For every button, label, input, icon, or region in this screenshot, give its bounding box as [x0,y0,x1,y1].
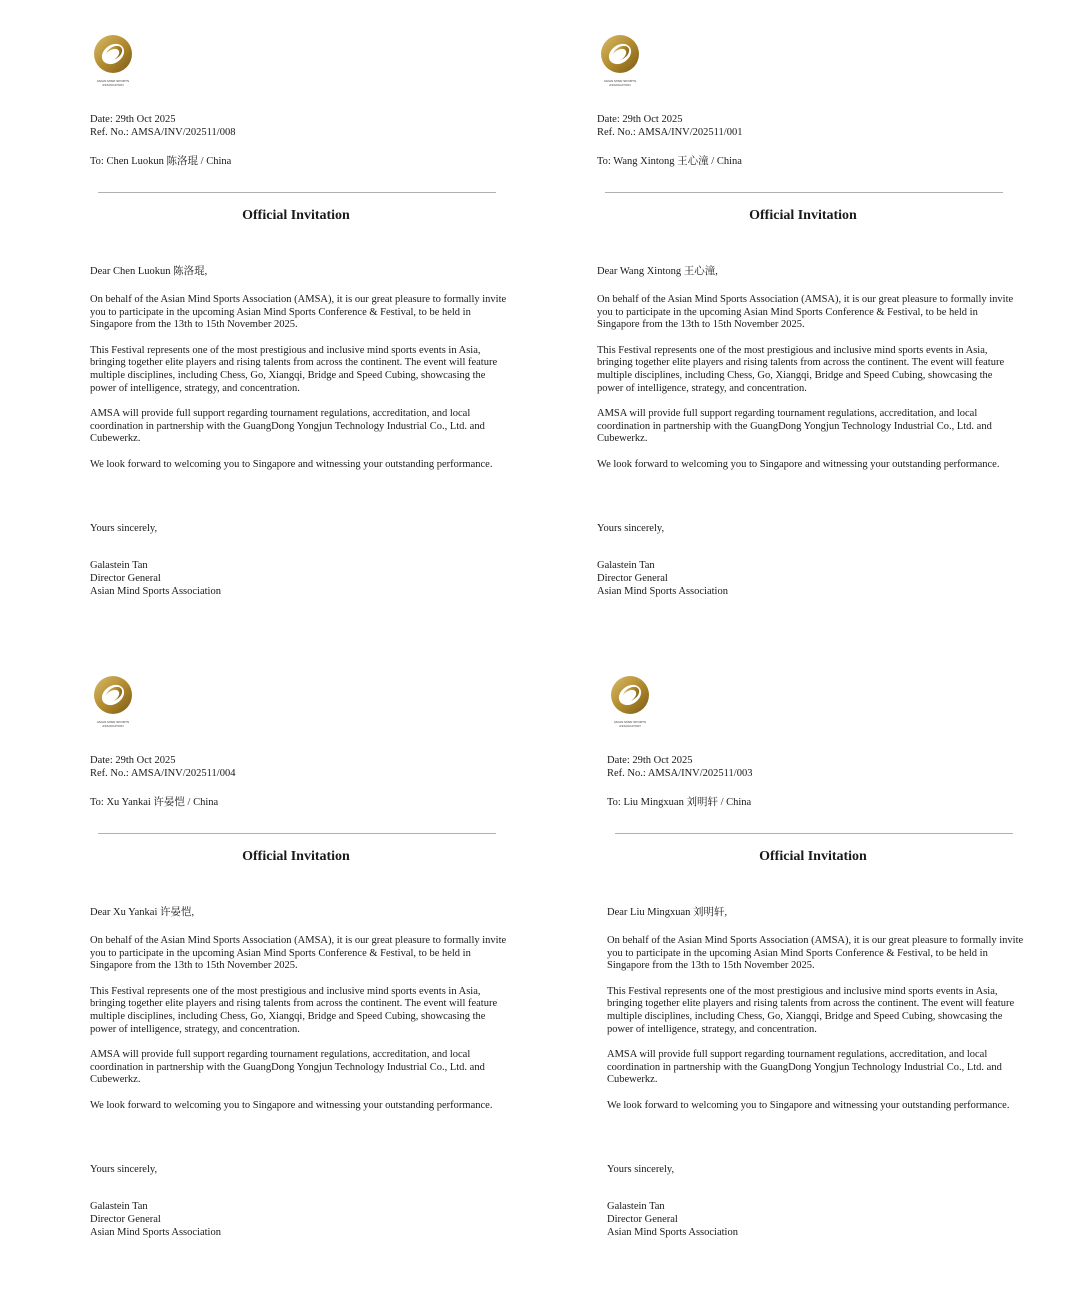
invitation-letter-3 [90,674,510,1294]
signer-name: Galastein Tan [90,560,148,571]
paragraph-4: We look forward to welcoming you to Singapore and witnessing your outstanding performance. [597,458,1000,470]
salutation: Dear Xu Yankai 许晏恺, [90,907,195,918]
paragraph-4: We look forward to welcoming you to Singapore and witnessing your outstanding performance. [607,1099,1010,1111]
signer-org: Asian Mind Sports Association [597,585,728,597]
recipient-line: To: Chen Luokun 陈洛琨 / China [90,156,232,167]
date-line: Date: 29th Oct 2025 [607,755,693,766]
paragraph-1: On behalf of the Asian Mind Sports Association (AMSA), it is our great pleasure to formally invite you to participate in the upcoming Asian Mind Sports Conference & Festival, to be held in Singapore from the 13th to 15th November 2025. [90,935,507,972]
closing: Yours sincerely, [607,1164,675,1175]
signature-block [90,560,221,598]
recipient-line: To: Xu Yankai 许晏恺 / China [90,797,219,808]
logo-wordmark: ASIAN MIND SPORTS ASSOCIATION [96,79,130,87]
letter-heading: Official Invitation [749,208,857,223]
ref-line: Ref. No.: AMSA/INV/202511/008 [90,127,236,138]
signature-block [90,1201,221,1239]
date-line: Date: 29th Oct 2025 [597,114,683,125]
paragraph-3: AMSA will provide full support regarding tournament regulations, accreditation, and local coordination in partnership with the GuangDong Yongjun Technology Industrial Co., Ltd. and Cubewerkz. [90,1048,485,1086]
paragraph-3: AMSA will provide full support regarding tournament regulations, accreditation, and local coordination in partnership with the GuangDong Yongjun Technology Industrial Co., Ltd. and Cubewerkz. [607,1048,1002,1086]
signer-name: Galastein Tan [597,560,655,571]
salutation: Dear Chen Luokun 陈洛琨, [90,266,208,277]
recipient-line: To: Wang Xintong 王心潼 / China [597,156,742,167]
paragraph-4: We look forward to welcoming you to Singapore and witnessing your outstanding performance. [90,1099,493,1111]
letter-meta [607,754,752,780]
ref-line: Ref. No.: AMSA/INV/202511/004 [90,768,236,779]
divider [615,833,1013,834]
closing: Yours sincerely, [90,1164,158,1175]
letter-heading: Official Invitation [242,208,350,223]
signer-title: Director General [597,572,668,584]
signer-org: Asian Mind Sports Association [90,585,221,597]
amsa-logo [90,674,136,730]
paragraph-2: This Festival represents one of the most prestigious and inclusive mind sports events in Asia, bringing together elite players and rising talents from across the continent. The event will feature multiple disciplines, including Chess, Go, Xiangqi, Bridge and Speed Cubing, showcasing the power of intelligence, strategy, and concentration. [90,985,498,1035]
date-line: Date: 29th Oct 2025 [90,114,176,125]
divider [98,192,496,193]
paragraph-1: On behalf of the Asian Mind Sports Association (AMSA), it is our great pleasure to formally invite you to participate in the upcoming Asian Mind Sports Conference & Festival, to be held in Singapore from the 13th to 15th November 2025. [607,935,1024,972]
invitation-letter-1 [90,33,510,653]
invitation-letter-2 [597,33,1017,653]
paragraph-2: This Festival represents one of the most prestigious and inclusive mind sports events in Asia, bringing together elite players and rising talents from across the continent. The event will feature multiple disciplines, including Chess, Go, Xiangqi, Bridge and Speed Cubing, showcasing the power of intelligence, strategy, and concentration. [607,985,1015,1035]
salutation: Dear Wang Xintong 王心潼, [597,266,718,277]
letter-meta [90,754,235,780]
letter-body [90,935,510,1125]
amsa-logo [607,674,653,730]
paragraph-4: We look forward to welcoming you to Singapore and witnessing your outstanding performance. [90,458,493,470]
amsa-logo [597,33,643,89]
logo-wordmark: ASIAN MIND SPORTS ASSOCIATION [613,720,647,728]
invitation-letter-4 [607,674,1027,1294]
signature-block [597,560,728,598]
ref-line: Ref. No.: AMSA/INV/202511/003 [607,768,753,779]
letter-meta [597,113,742,139]
divider [98,833,496,834]
paragraph-3: AMSA will provide full support regarding tournament regulations, accreditation, and local coordination in partnership with the GuangDong Yongjun Technology Industrial Co., Ltd. and Cubewerkz. [90,407,485,445]
paragraph-2: This Festival represents one of the most prestigious and inclusive mind sports events in Asia, bringing together elite players and rising talents from across the continent. The event will feature multiple disciplines, including Chess, Go, Xiangqi, Bridge and Speed Cubing, showcasing the power of intelligence, strategy, and concentration. [90,344,498,394]
salutation: Dear Liu Mingxuan 刘明轩, [607,907,728,918]
logo-wordmark: ASIAN MIND SPORTS ASSOCIATION [603,79,637,87]
closing: Yours sincerely, [90,523,158,534]
letter-heading: Official Invitation [759,849,867,864]
letter-body [607,935,1027,1125]
date-line: Date: 29th Oct 2025 [90,755,176,766]
letter-meta [90,113,235,139]
paragraph-2: This Festival represents one of the most prestigious and inclusive mind sports events in Asia, bringing together elite players and rising talents from across the continent. The event will feature multiple disciplines, including Chess, Go, Xiangqi, Bridge and Speed Cubing, showcasing the power of intelligence, strategy, and concentration. [597,344,1005,394]
signer-name: Galastein Tan [90,1201,148,1212]
letter-body [597,294,1017,484]
signer-org: Asian Mind Sports Association [607,1226,738,1238]
paragraph-1: On behalf of the Asian Mind Sports Association (AMSA), it is our great pleasure to formally invite you to participate in the upcoming Asian Mind Sports Conference & Festival, to be held in Singapore from the 13th to 15th November 2025. [90,294,507,331]
letter-heading: Official Invitation [242,849,350,864]
logo-wordmark: ASIAN MIND SPORTS ASSOCIATION [96,720,130,728]
ref-line: Ref. No.: AMSA/INV/202511/001 [597,127,743,138]
signer-title: Director General [90,1213,161,1225]
signer-org: Asian Mind Sports Association [90,1226,221,1238]
signer-title: Director General [607,1213,678,1225]
signature-block [607,1201,738,1239]
paragraph-1: On behalf of the Asian Mind Sports Association (AMSA), it is our great pleasure to formally invite you to participate in the upcoming Asian Mind Sports Conference & Festival, to be held in Singapore from the 13th to 15th November 2025. [597,294,1014,331]
letter-body [90,294,510,484]
amsa-logo [90,33,136,89]
closing: Yours sincerely, [597,523,665,534]
paragraph-3: AMSA will provide full support regarding tournament regulations, accreditation, and local coordination in partnership with the GuangDong Yongjun Technology Industrial Co., Ltd. and Cubewerkz. [597,407,992,445]
signer-title: Director General [90,572,161,584]
divider [605,192,1003,193]
recipient-line: To: Liu Mingxuan 刘明轩 / China [607,797,752,808]
signer-name: Galastein Tan [607,1201,665,1212]
